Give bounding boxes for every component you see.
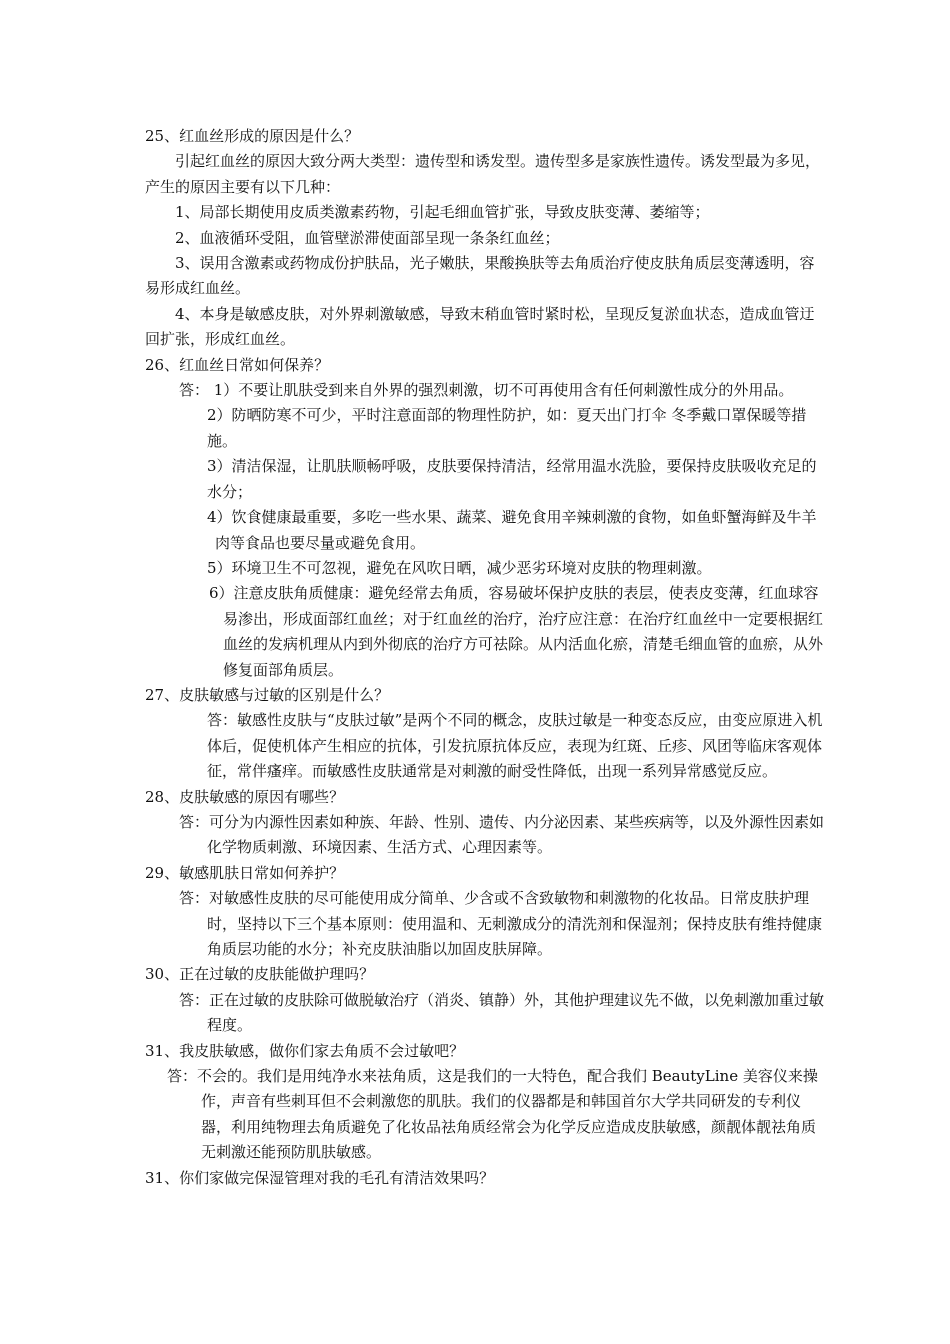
question-26-answer-item: 6）注意皮肤角质健康：避免经常去角质，容易破坏保护皮肤的表层，使表皮变薄，红血球容易渗出，形成面部红血丝；对于红血丝的治疗，治疗应注意：在治疗红血丝中一定要根据红血丝的发病机理从内到外彻底的治疗方可祛除。从内活血化瘀，清楚毛细血管的血瘀，从外修复面部角质层。: [209, 584, 824, 679]
question-25-item: 2、血液循环受阻，血管壁淤滞使面部呈现一条条红血丝；: [175, 228, 560, 247]
question-27-title: 27、皮肤敏感与过敏的区别是什么？: [145, 685, 390, 704]
question-30-answer: 答：正在过敏的皮肤除可做脱敏治疗（消炎、镇静）外，其他护理建议先不做，以免刺激加重过敏程度。: [179, 990, 825, 1035]
question-31-title: 31、我皮肤敏感，做你们家去角质不会过敏吧？: [145, 1041, 465, 1060]
question-27-answer: 答：敏感性皮肤与“皮肤过敏”是两个不同的概念，皮肤过敏是一种变态反应，由变应原进入机体后，促使机体产生相应的抗体，引发抗原抗体反应，表现为红斑、丘疹、风团等临床客观体征，常伴瘙痒。而敏感性皮肤通常是对刺激的耐受性降低，出现一系列异常感觉反应。: [207, 711, 823, 781]
question-30-title: 30、正在过敏的皮肤能做护理吗？: [145, 965, 375, 984]
question-26-answer-item: 3）清洁保湿，让肌肤顺畅呼吸，皮肤要保持清洁，经常用温水洗脸，要保持皮肤吸收充足的水分；: [207, 457, 817, 501]
question-26-answer-item: 2）防晒防寒不可少，平时注意面部的物理性防护，如：夏天出门打伞 冬季戴口罩保暖等措施。: [207, 406, 807, 450]
question-26-title: 26、红血丝日常如何保养？: [145, 355, 330, 374]
question-25-title: 25、红血丝形成的原因是什么？: [145, 127, 360, 145]
question-26-answer-item: 4）饮食健康最重要，多吃一些水果、蔬菜、避免食用辛辣刺激的食物，如鱼虾蟹海鲜及牛羊肉等食品也要尽量或避免食用。: [207, 508, 817, 552]
question-26-answer-item: 5）环境卫生不可忽视，避免在风吹日晒，减少恶劣环境对皮肤的物理刺激。: [207, 558, 712, 577]
question-29-answer: 答：对敏感性皮肤的尽可能使用成分简单、少含或不含致敏物和刺激物的化妆品。日常皮肤护理时，坚持以下三个基本原则：使用温和、无刺激成分的清洗剂和保湿剂；保持皮肤有维持健康角质层功能的水分；补充皮肤油脂以加固皮肤屏障。: [179, 889, 823, 958]
question-26-answer-item: 答： 1）不要让肌肤受到来自外界的强烈刺激，切不可再使用含有任何刺激性成分的外用品。: [179, 381, 794, 400]
question-31b-title: 31、你们家做完保湿管理对我的毛孔有清洁效果吗？: [145, 1168, 495, 1187]
question-31-answer: 答：不会的。我们是用纯净水来祛角质，这是我们的一大特色，配合我们 BeautyLine 美容仪来操作，声音有些刺耳但不会刺激您的肌肤。我们的仪器都是和韩国首尔大学共同研发的专利仪器，利用纯物理去角质避免了化妆品祛角质经常会为化学反应造成皮肤敏感，颜靓体靓祛角质无刺激还能预防肌肤敏感。: [167, 1067, 818, 1162]
question-25-item: 4、本身是敏感皮肤，对外界刺激敏感，导致末稍血管时紧时松，呈现反复淤血状态，造成血管迂回扩张，形成红血丝。: [145, 304, 815, 349]
question-28-answer: 答：可分为内源性因素如种族、年龄、性别、遗传、内分泌因素、某些疾病等，以及外源性因素如化学物质刺激、环境因素、生活方式、心理因素等。: [179, 812, 825, 857]
question-25-item: 1、局部长期使用皮质类激素药物，引起毛细血管扩张，导致皮肤变薄、萎缩等；: [175, 203, 710, 222]
question-28-title: 28、皮肤敏感的原因有哪些？: [145, 787, 345, 806]
question-25-intro: 引起红血丝的原因大致分两大类型：遗传型和诱发型。遗传型多是家族性遗传。诱发型最为多见，产生的原因主要有以下几种：: [145, 152, 821, 196]
question-25-item: 3、误用含激素或药物成份护肤品，光子嫩肤，果酸换肤等去角质治疗使皮肤角质层变薄透明，容易形成红血丝。: [145, 254, 815, 298]
question-29-title: 29、敏感肌肤日常如何养护？: [145, 863, 345, 882]
document-body: [145, 124, 825, 1191]
